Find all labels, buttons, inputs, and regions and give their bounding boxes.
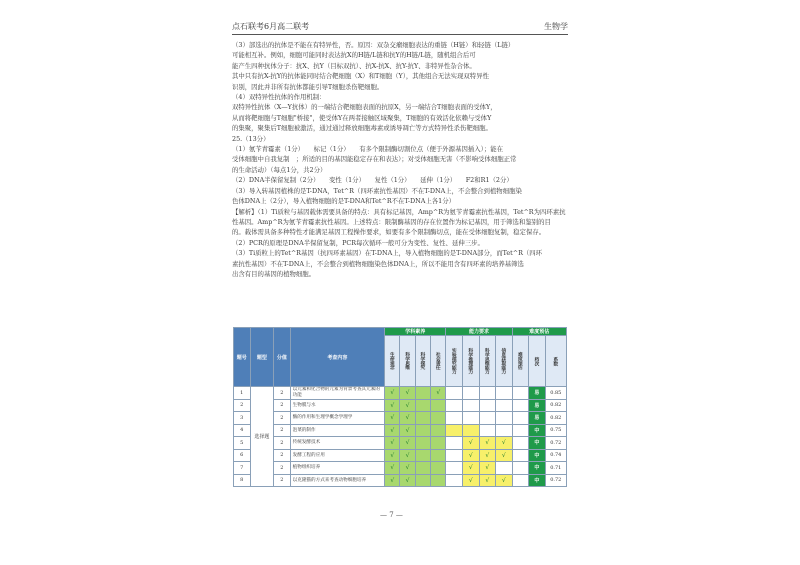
cell-coef: 0.74 (545, 449, 566, 462)
subheader-c: 系数 (545, 336, 566, 387)
cell-ability: √ (462, 437, 479, 450)
cell-no: 6 (234, 449, 251, 462)
cell-literacy (415, 437, 430, 450)
cell-literacy (415, 424, 430, 437)
cell-literacy (415, 449, 430, 462)
text-line: 性基因。Amp^R为氨苄青霉素抗性基因。上述特点：限制酶基因的存在位置作为标记基因，用于筛选和鉴别的目 (232, 217, 551, 226)
subheader-a: 科学思维 (400, 336, 415, 387)
subheader-c: 档次 (529, 336, 546, 387)
cell-literacy: √ (385, 424, 400, 437)
cell-ability (446, 399, 463, 412)
cell-difficulty (512, 437, 529, 450)
cell-ability (462, 424, 479, 437)
cell-score: 2 (274, 462, 291, 475)
cell-coef: 0.85 (545, 387, 566, 400)
cell-literacy: √ (385, 399, 400, 412)
cell-ability (462, 412, 479, 425)
text-line: 能产生四种抗体分子：抗X、抗Y（目标双抗）、抗X-抗X、抗Y-抗Y、非特异性杂合体。 (232, 61, 476, 70)
subheader-b: 科学推理能力 (462, 336, 479, 387)
cell-ability: √ (496, 474, 513, 487)
header-group-a: 学科素养 (385, 328, 446, 336)
text-line: 【解析】（1）Ti质粒与基因载体需要具备的特点：具有标记基因，Amp^R为氨苄青霉素抗性基因，Tet^R为四环素抗 (232, 207, 566, 216)
cell-literacy (431, 437, 446, 450)
text-line: 的生命活动）（每点1分，共2分） (232, 165, 327, 174)
cell-score: 2 (274, 399, 291, 412)
cell-ability: √ (462, 474, 479, 487)
cell-literacy (431, 449, 446, 462)
cell-ability: √ (462, 462, 479, 475)
cell-score: 2 (274, 424, 291, 437)
cell-score: 2 (274, 412, 291, 425)
text-line: （3）导入转基因植株的是T-DNA，Tet^R（四环素抗性基因）不在T-DNA上，不会整合到植物细胞染 (232, 186, 522, 195)
cell-ability (479, 387, 496, 400)
exam-title: 点石联考6月高二联考 (232, 22, 310, 31)
header-no: 题号 (234, 328, 251, 387)
cell-ability: √ (479, 474, 496, 487)
header-group-b: 能力要求 (446, 328, 512, 336)
cell-content: 植物组织培养 (290, 462, 384, 475)
cell-literacy: √ (400, 462, 415, 475)
text-line: 从而将靶细胞与T细胞"桥接"，使受体Y在两者接触区域聚集，T细胞的有效活化依赖与受体Y (232, 113, 492, 122)
cell-content: 以元素和化合物的元素为背景考查其元素的功能 (290, 387, 384, 400)
cell-literacy (415, 474, 430, 487)
cell-score: 2 (274, 474, 291, 487)
cell-ability: √ (479, 437, 496, 450)
cell-ability: √ (462, 449, 479, 462)
table-row (234, 462, 567, 475)
cell-literacy: √ (400, 449, 415, 462)
cell-ability (446, 474, 463, 487)
cell-score: 2 (274, 437, 291, 450)
cell-ability (496, 387, 513, 400)
cell-literacy: √ (400, 437, 415, 450)
text-line: 可能相互补。例如，细胞可能同时表达抗X的H链/L链和抗Y的H链/L链，随机组合后可 (232, 51, 476, 60)
cell-content: 泡菜的制作 (290, 424, 384, 437)
cell-level: 中 (529, 424, 546, 437)
header-group-c: 难度预估 (512, 328, 566, 336)
cell-coef: 0.71 (545, 462, 566, 475)
table-row (234, 387, 567, 400)
table-row (234, 412, 567, 425)
subheader-c: 难度预估 (512, 336, 529, 387)
cell-literacy: √ (400, 424, 415, 437)
cell-score: 2 (274, 387, 291, 400)
cell-content: 发酵工程的应用 (290, 449, 384, 462)
cell-level: 易 (529, 412, 546, 425)
cell-level: 易 (529, 399, 546, 412)
text-line: 色体DNA上（2分），导入植物细胞的是T-DNA和Tet^R不在T-DNA上各1分） (232, 197, 455, 206)
subheader-a: 科学探究 (415, 336, 430, 387)
text-line: （1）氨苄青霉素（1分） 标记（1分） 有多个限制酶切割位点（便于外源基因插入）；能在 (232, 145, 504, 154)
analysis-table (233, 327, 567, 487)
cell-level: 中 (529, 437, 546, 450)
cell-literacy (415, 412, 430, 425)
text-line: 25.（13分） (232, 134, 270, 143)
cell-ability: √ (479, 462, 496, 475)
cell-ability (462, 387, 479, 400)
table-row (234, 449, 567, 462)
text-line: 的集聚，聚集后T细胞被激活，通过通过释放细胞毒素或诱导凋亡等方式特异性杀伤靶细胞。 (232, 124, 492, 133)
cell-difficulty (512, 387, 529, 400)
cell-ability (496, 462, 513, 475)
cell-literacy: √ (400, 387, 415, 400)
cell-ability: √ (496, 449, 513, 462)
cell-literacy (431, 462, 446, 475)
cell-level: 易 (529, 387, 546, 400)
text-line: （2）DNA半保留复制（2分） 变性（1分） 复性（1分） 延伸（1分） F2和R1（2分） (232, 176, 513, 185)
text-line: （3）部选出的抗体是不能在有特异性，否。原因：双杂交瘤细胞表达的重链（H链）和轻链（L链） (232, 41, 515, 49)
cell-ability (479, 424, 496, 437)
cell-literacy (431, 399, 446, 412)
cell-literacy (415, 462, 430, 475)
cell-content: 酶的作用和生理学概念学理学 (290, 412, 384, 425)
cell-no: 8 (234, 474, 251, 487)
cell-level: 中 (529, 462, 546, 475)
header-score: 分值 (274, 328, 291, 387)
cell-ability (496, 412, 513, 425)
answer-text (232, 40, 577, 279)
cell-literacy: √ (385, 387, 400, 400)
cell-score: 2 (274, 449, 291, 462)
cell-type: 选择题 (250, 387, 274, 487)
cell-coef: 0.72 (545, 474, 566, 487)
cell-ability (446, 387, 463, 400)
cell-no: 2 (234, 399, 251, 412)
text-line: 受体细胞中自我复制 ；所适的目的基因能稳定存在和表达）；对受体细胞无害（不影响受体细胞正常 (232, 155, 517, 164)
cell-literacy: √ (431, 387, 446, 400)
cell-ability (479, 412, 496, 425)
cell-literacy: √ (385, 449, 400, 462)
text-line: （3）Ti质粒上的Tet^R基因（抗四环素基因）在T-DNA上，导入植物细胞的是T-DNA部分，而Tet^R（四环 (232, 249, 543, 258)
text-line: （2）PCR的原理是DNA半保留复制，PCR每次循环一般可分为变性、复性、延伸三步。 (232, 238, 484, 247)
cell-ability (446, 462, 463, 475)
cell-literacy: √ (400, 474, 415, 487)
page-number: — 7 — (380, 511, 403, 519)
cell-literacy (431, 424, 446, 437)
cell-literacy (415, 387, 430, 400)
header-type: 题型 (250, 328, 274, 387)
cell-difficulty (512, 474, 529, 487)
cell-no: 3 (234, 412, 251, 425)
cell-ability (479, 399, 496, 412)
cell-difficulty (512, 424, 529, 437)
text-line: 素抗性基因）不在T-DNA上，不会整合到植物细胞染色体DNA上，所以不能用含有四环素的培养基筛选 (232, 259, 524, 268)
subheader-a: 生命观念 (385, 336, 400, 387)
cell-literacy: √ (385, 474, 400, 487)
cell-ability (446, 437, 463, 450)
cell-ability (446, 412, 463, 425)
subject-name: 生物学 (544, 22, 568, 31)
text-line: 其中只有抗X-抗Y的抗体能同时结合靶细胞（X）和T细胞（Y），其他组合无法实现双特异性 (232, 72, 489, 81)
cell-level: 中 (529, 449, 546, 462)
text-line: 识别，因此并非所有抗体都能引导T细胞杀伤靶细胞。 (232, 82, 384, 91)
cell-literacy: √ (385, 412, 400, 425)
cell-ability (496, 424, 513, 437)
cell-difficulty (512, 449, 529, 462)
cell-content: 传统发酵技术 (290, 437, 384, 450)
text-line: 出含有目的基因的植物细胞。 (232, 269, 316, 278)
cell-no: 7 (234, 462, 251, 475)
cell-coef: 0.82 (545, 399, 566, 412)
cell-literacy: √ (385, 437, 400, 450)
cell-no: 1 (234, 387, 251, 400)
table-row (234, 399, 567, 412)
cell-content: 以克隆猫的方式来考查动物细胞培养 (290, 474, 384, 487)
cell-coef: 0.82 (545, 412, 566, 425)
cell-literacy (431, 412, 446, 425)
cell-difficulty (512, 462, 529, 475)
cell-coef: 0.72 (545, 437, 566, 450)
cell-literacy: √ (385, 462, 400, 475)
subheader-b: 信息获取能力 (496, 336, 513, 387)
table-row (234, 437, 567, 450)
cell-ability: √ (479, 449, 496, 462)
cell-no: 5 (234, 437, 251, 450)
cell-ability (446, 424, 463, 437)
subheader-a: 社会责任 (431, 336, 446, 387)
cell-ability (496, 399, 513, 412)
cell-ability (462, 399, 479, 412)
cell-ability (446, 449, 463, 462)
subheader-b: 实验探究能力 (446, 336, 463, 387)
header-content: 考查内容 (290, 328, 384, 387)
cell-literacy: √ (400, 399, 415, 412)
page-header (232, 18, 568, 35)
text-line: 的。载体需具备多种特性才能满足基因工程操作要求，如要有多个限制酶切点，能在受体细胞复制，稳定保存。 (232, 228, 546, 237)
table-row (234, 424, 567, 437)
cell-difficulty (512, 412, 529, 425)
cell-level: 中 (529, 474, 546, 487)
table-row (234, 474, 567, 487)
cell-no: 4 (234, 424, 251, 437)
subheader-b: 科学思维能力 (479, 336, 496, 387)
cell-literacy: √ (400, 412, 415, 425)
text-line: （4）双特异性抗体的作用机制： (232, 93, 326, 102)
cell-content: 生物膜与水 (290, 399, 384, 412)
text-line: 双特异性抗体（X—Y抗体）的一端结合靶细胞表面的抗原X，另一端结合T细胞表面的受体Y， (232, 103, 497, 112)
cell-difficulty (512, 399, 529, 412)
cell-ability: √ (496, 437, 513, 450)
cell-literacy (415, 399, 430, 412)
cell-literacy (431, 474, 446, 487)
cell-coef: 0.75 (545, 424, 566, 437)
